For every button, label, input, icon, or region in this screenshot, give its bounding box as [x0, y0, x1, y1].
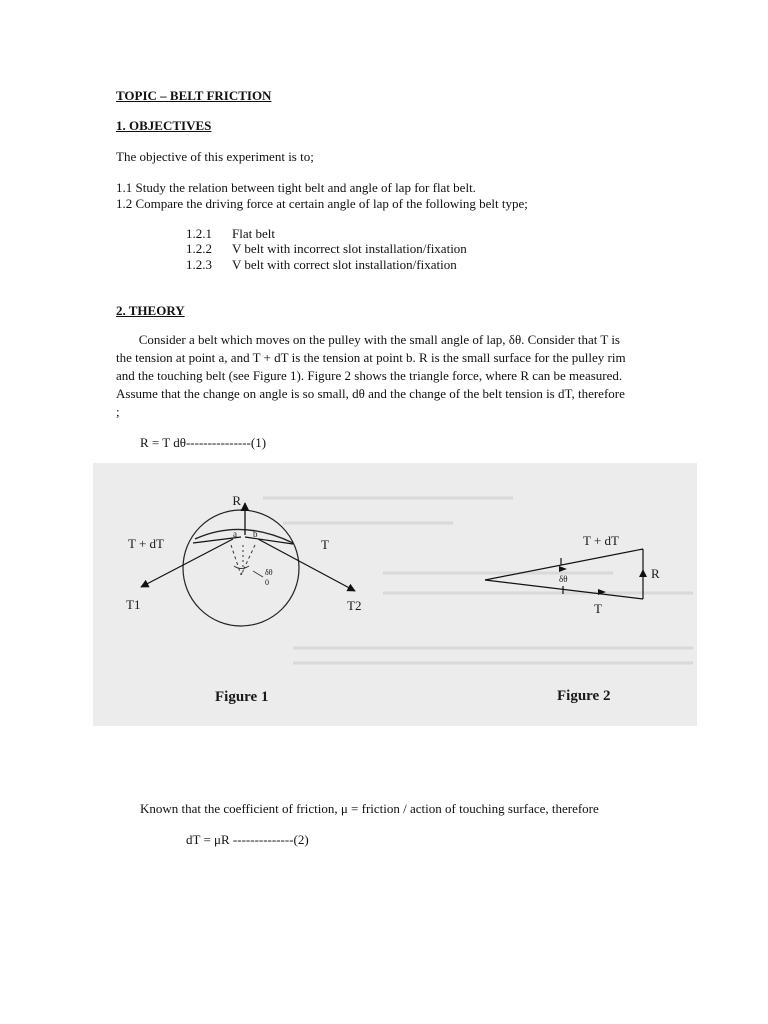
figure-scan: [93, 463, 697, 726]
label-delta-theta: δθ: [559, 574, 568, 584]
subitem-text: V belt with incorrect slot installation/fixation: [232, 241, 467, 256]
arrowhead: [559, 566, 567, 572]
label-t: T: [321, 537, 329, 552]
label-t-plus-dt: T + dT: [128, 536, 164, 551]
label-t2: T2: [347, 598, 362, 613]
label-a: a: [233, 529, 237, 539]
figure-diagram: [93, 463, 697, 726]
objectives-intro: The objective of this experiment is to;: [116, 149, 314, 164]
subitem-number: 1.2.2: [186, 241, 212, 256]
label-zero: 0: [265, 578, 269, 587]
angle-arc: [234, 566, 249, 569]
radial-dash: [231, 545, 241, 575]
paragraph-line: ;: [116, 404, 120, 419]
label-delta-theta: δθ: [265, 568, 273, 577]
label-r: R: [232, 493, 241, 508]
label-t1: T1: [126, 597, 141, 612]
objective-item: 1.1 Study the relation between tight belt and angle of lap for flat belt.: [116, 180, 476, 195]
topic-title: TOPIC – BELT FRICTION: [116, 88, 272, 103]
label-t-plus-dt: T + dT: [583, 533, 619, 548]
subitem-text: Flat belt: [232, 226, 275, 241]
objectives-heading: 1. OBJECTIVES: [116, 118, 212, 133]
leader-line: [253, 571, 263, 577]
friction-text: Known that the coefficient of friction, μ = friction / action of touching surface, therefore: [140, 801, 599, 816]
subitem-number: 1.2.1: [186, 226, 212, 241]
label-b: b: [253, 529, 258, 539]
theory-paragraph: [116, 331, 676, 421]
equation-1: R = T dθ---------------(1): [140, 435, 267, 450]
figure-1-caption: Figure 1: [215, 689, 269, 705]
paragraph-line: and the touching belt (see Figure 1). Figure 2 shows the triangle force, where R can be measured.: [116, 368, 623, 383]
figure-1: [126, 493, 361, 705]
label-r: R: [651, 566, 660, 581]
label-t: T: [594, 601, 602, 616]
arrowhead: [639, 569, 647, 577]
theory-heading: 2. THEORY: [116, 303, 185, 318]
objective-item: 1.2 Compare the driving force at certain angle of lap of the following belt type;: [116, 196, 528, 211]
paragraph-line: Consider a belt which moves on the pulley with the small angle of lap, δθ. Consider that T is: [116, 332, 620, 347]
subitem-number: 1.2.3: [186, 257, 212, 272]
subitem-text: V belt with correct slot installation/fixation: [232, 257, 457, 272]
t2-arrow: [258, 539, 355, 591]
figure-2: [485, 533, 660, 704]
figure-2-caption: Figure 2: [557, 688, 611, 704]
equation-2: dT = μR --------------(2): [186, 832, 309, 847]
paragraph-line: Assume that the change on angle is so small, dθ and the change of the belt tension is dT, therefore: [116, 386, 625, 401]
paragraph-line: the tension at point a, and T + dT is the tension at point b. R is the small surface for the pulley rim: [116, 350, 626, 365]
